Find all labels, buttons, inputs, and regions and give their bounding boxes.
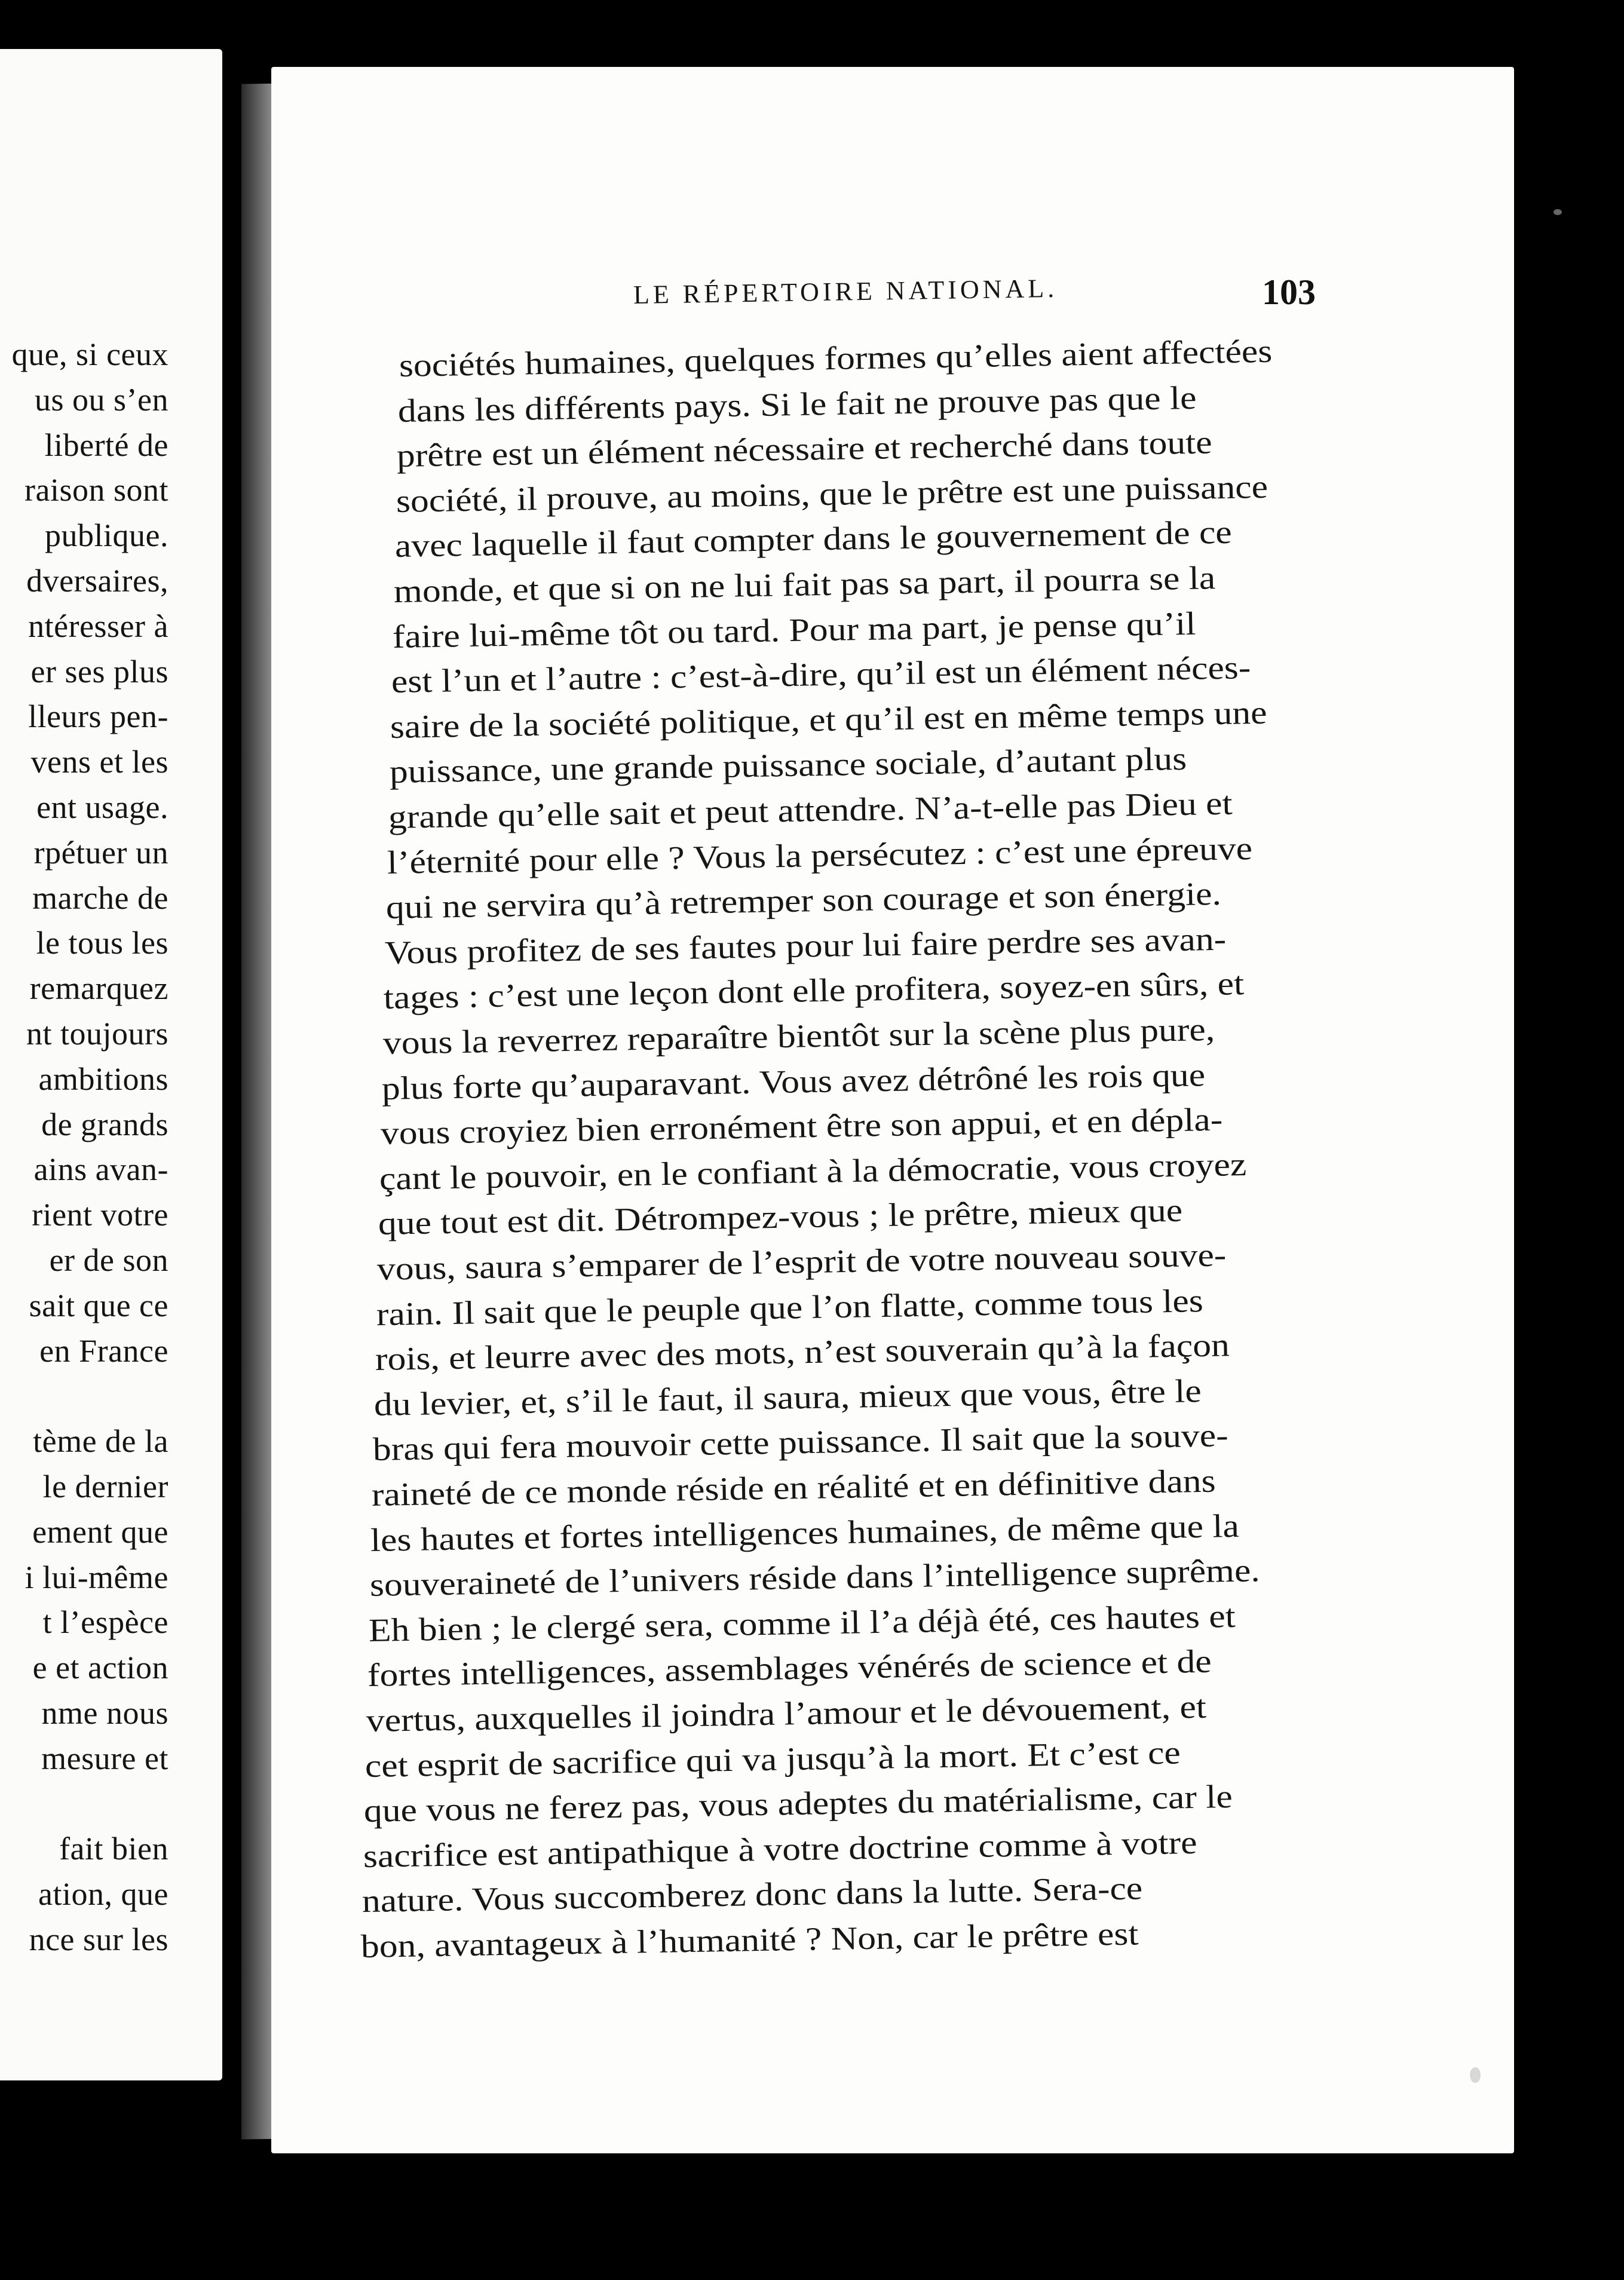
- left-page-line: nce sur les: [29, 1922, 168, 1957]
- left-page-line: le dernier: [42, 1469, 168, 1504]
- body-text-line: raineté de ce monde réside en réalité et en définitive dans: [371, 1462, 1217, 1513]
- left-page-line: ement que: [32, 1513, 168, 1550]
- body-text-line: dans les différents pays. Si le fait ne prouve pas que le: [397, 379, 1197, 429]
- left-page-line: nt toujours: [26, 1016, 168, 1052]
- left-page-line: ntéresser à: [28, 608, 168, 644]
- body-text-line: du levier, et, s’il le faut, il saura, mieux que vous, être le: [373, 1372, 1202, 1423]
- left-page-line: le tous les: [36, 925, 168, 961]
- body-text-line: avec laquelle il faut compter dans le gouvernement de ce: [394, 514, 1232, 565]
- left-page-line: lleurs pen-: [28, 698, 168, 735]
- body-text-line: bras qui fera mouvoir cette puissance. Il sait que la souve-: [372, 1417, 1229, 1468]
- left-page-line: ation, que: [38, 1876, 168, 1913]
- left-page-line: dversaires,: [26, 563, 168, 599]
- body-text-line: grande qu’elle sait et peut attendre. N’a-t-elle pas Dieu et: [388, 784, 1233, 835]
- edge-speck: [1470, 2067, 1481, 2083]
- body-text-line: l’éternité pour elle ? Vous la persécutez : c’est une épreuve: [387, 829, 1253, 881]
- left-page-line: mesure et: [41, 1740, 168, 1776]
- body-text-line: vous, saura s’emparer de l’esprit de votre nouveau souve-: [376, 1236, 1227, 1287]
- body-text-line: sacrifice est antipathique à votre doctrine comme à votre: [363, 1824, 1197, 1874]
- body-text-line: Vous profitez de ses fautes pour lui faire perdre ses avan-: [384, 920, 1227, 971]
- body-text-line: société, il prouve, au moins, que le prêtre est une puissance: [395, 468, 1268, 519]
- left-page-line: remarquez: [29, 970, 168, 1007]
- edge-speck: [1553, 209, 1562, 215]
- left-page-line: ains avan-: [33, 1151, 168, 1188]
- left-page-line: marche de: [32, 879, 168, 916]
- body-text-line: sociétés humaines, quelques formes qu’elles aient affectées: [399, 332, 1273, 384]
- body-text-line: fortes intelligences, assemblages vénérés de science et de: [367, 1642, 1212, 1694]
- body-text-line: prêtre est un élément nécessaire et recherché dans toute: [396, 424, 1213, 474]
- body-text-line: est l’un et l’autre : c’est-à-dire, qu’il est un élément néces-: [391, 649, 1251, 700]
- left-page-line: sait que ce: [29, 1287, 168, 1323]
- left-page-line: rient votre: [32, 1197, 168, 1233]
- running-head: LE RÉPERTOIRE NATIONAL.: [633, 273, 1058, 309]
- left-page-line: vens et les: [30, 744, 168, 780]
- body-text-line: çant le pouvoir, en le confiant à la démocratie, vous croyez: [379, 1145, 1247, 1197]
- body-text-line: que tout est dit. Détrompez-vous ; le prêtre, mieux que: [378, 1192, 1183, 1242]
- left-page-line: tème de la: [33, 1423, 168, 1460]
- left-page-line: que, si ceux: [11, 336, 168, 372]
- body-text-line: les hautes et fortes intelligences humaines, de même que la: [370, 1507, 1240, 1558]
- body-text-line: bon, avantageux à l’humanité ? Non, car le prêtre est: [360, 1915, 1139, 1965]
- body-text-line: qui ne servira qu’à retremper son courage et son énergie.: [385, 875, 1222, 926]
- body-text-line: souveraineté de l’univers réside dans l’intelligence suprême.: [369, 1552, 1260, 1604]
- left-page-line: i lui-même: [24, 1559, 168, 1595]
- left-page-line: fait bien: [59, 1831, 168, 1867]
- left-page-line: raison sont: [24, 472, 168, 508]
- body-text-line: monde, et que si on ne lui fait pas sa part, il pourra se la: [393, 559, 1216, 609]
- body-text-line: vertus, auxquelles il joindra l’amour et le dévouement, et: [366, 1688, 1207, 1739]
- body-text-line: puissance, une grande puissance sociale, d’autant plus: [389, 740, 1187, 790]
- body-text-line: vous la reverrez reparaître bientôt sur la scène plus pure,: [382, 1010, 1215, 1061]
- body-text-line: nature. Vous succomberez donc dans la lutte. Sera-ce: [361, 1870, 1143, 1920]
- body-text-line: rois, et leurre avec des mots, n’est souverain qu’à la façon: [375, 1326, 1230, 1378]
- body-text-line: plus forte qu’auparavant. Vous avez détrôné les rois que: [381, 1056, 1206, 1107]
- left-page-line: ambitions: [38, 1061, 168, 1097]
- left-page-line: nme nous: [41, 1695, 168, 1731]
- body-text-line: cet esprit de sacrifice qui va jusqu’à la mort. Et c’est ce: [364, 1733, 1181, 1784]
- body-text-line: tages : c’est une leçon dont elle profitera, soyez-en sûrs, et: [383, 965, 1245, 1016]
- body-text-line: saire de la société politique, et qu’il est en même temps une: [390, 694, 1268, 745]
- body-text-line: vous croyiez bien erronément être son appui, et en dépla-: [380, 1101, 1223, 1152]
- page-number: 103: [1262, 272, 1316, 312]
- left-page-line: t l’espèce: [42, 1604, 168, 1641]
- left-page-line: ent usage.: [36, 789, 168, 825]
- body-text-line: Eh bien ; le clergé sera, comme il l’a déjà été, ces hautes et: [368, 1597, 1236, 1648]
- left-page-line: us ou s’en: [35, 381, 168, 418]
- left-page-line: en France: [39, 1332, 168, 1369]
- left-page-line: rpétuer un: [33, 834, 168, 871]
- left-page: [0, 49, 222, 2080]
- body-text-line: que vous ne ferez pas, vous adeptes du matérialisme, car le: [363, 1778, 1233, 1829]
- left-page-line: liberté de: [44, 427, 168, 463]
- left-page-line: publique.: [45, 517, 168, 554]
- left-page-line: er ses plus: [30, 653, 168, 689]
- body-text-line: faire lui-même tôt ou tard. Pour ma part, je pense qu’il: [392, 605, 1196, 655]
- left-page-line: e et action: [32, 1650, 168, 1686]
- left-page-line: er de son: [49, 1242, 168, 1278]
- body-text-line: rain. Il sait que le peuple que l’on flatte, comme tous les: [376, 1282, 1203, 1332]
- left-page-line: de grands: [41, 1106, 168, 1142]
